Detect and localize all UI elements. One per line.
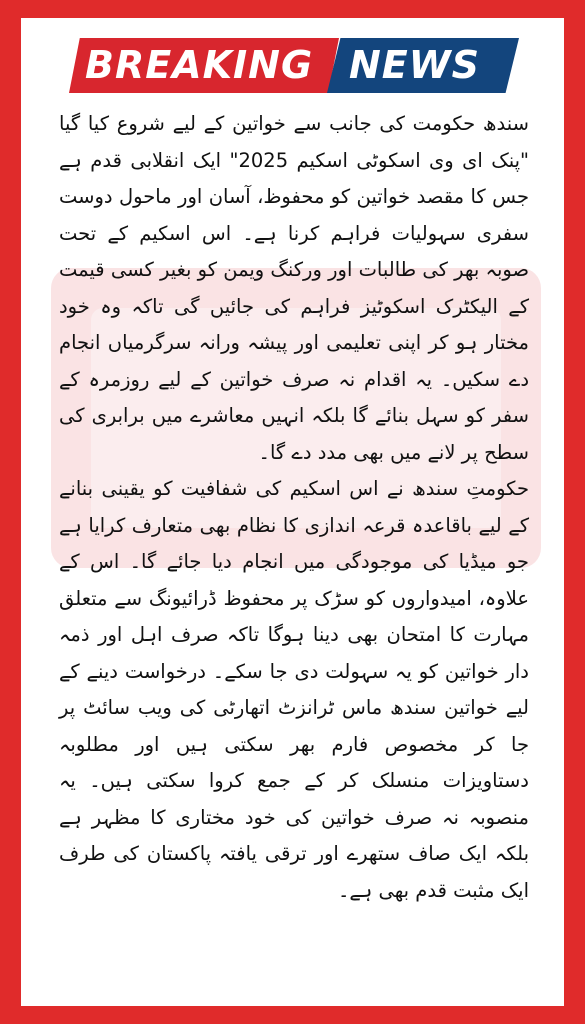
article-paragraph-1: سندھ حکومت کی جانب سے خواتین کے لیے شروع کیا گیا "پنک ای وی اسکوٹی اسکیم 2025" ایک انقلابی قدم ہے جس کا مقصد خواتین کو محفوظ، آسان اور ماحول دوست سفری سہولیات فراہم کرنا ہے۔ اس اسکیم کے تحت صوبہ بھر کی طالبات اور ورکنگ ویمن کو بغیر کسی قیمت کے الیکٹرک اسکوٹیز فراہم کی جائیں گی تاکہ وہ خود مختار ہو کر اپنی تعلیمی اور پیشہ ورانہ سرگرمیاں انجام دے سکیں۔ یہ اقدام نہ صرف خواتین کے لیے روزمرہ کے سفر کو سہل بنائے گا بلکہ انہیں معاشرے میں برابری کی سطح پر لانے میں بھی مدد دے گا۔	[59, 112, 529, 464]
news-card	[21, 18, 564, 1006]
article-body	[59, 106, 529, 909]
banner-word-breaking: BREAKING	[85, 43, 314, 87]
breaking-news-banner	[69, 38, 519, 93]
banner-word-news: NEWS	[349, 43, 481, 87]
article-paragraph-2: حکومتِ سندھ نے اس اسکیم کی شفافیت کو یقینی بنانے کے لیے باقاعدہ قرعہ اندازی کا نظام بھی متعارف کرایا ہے جو میڈیا کی موجودگی میں انجام دیا جائے گا۔ اس کے علاوہ، امیدواروں کو سڑک پر محفوظ ڈرائیونگ سے متعلق مہارت کا امتحان بھی دینا ہوگا تاکہ صرف اہل اور ذمہ دار خواتین کو یہ سہولت دی جا سکے۔ درخواست دینے کے لیے خواتین سندھ ماس ٹرانزٹ اتھارٹی کی ویب سائٹ پر جا کر مخصوص فارم بھر سکتی ہیں اور مطلوبہ دستاویزات منسلک کر کے جمع کروا سکتی ہیں۔ یہ منصوبہ نہ صرف خواتین کی خود مختاری کا مظہر ہے بلکہ ایک صاف ستھرے اور ترقی یافتہ پاکستان کی طرف ایک مثبت قدم بھی ہے۔	[59, 477, 529, 902]
